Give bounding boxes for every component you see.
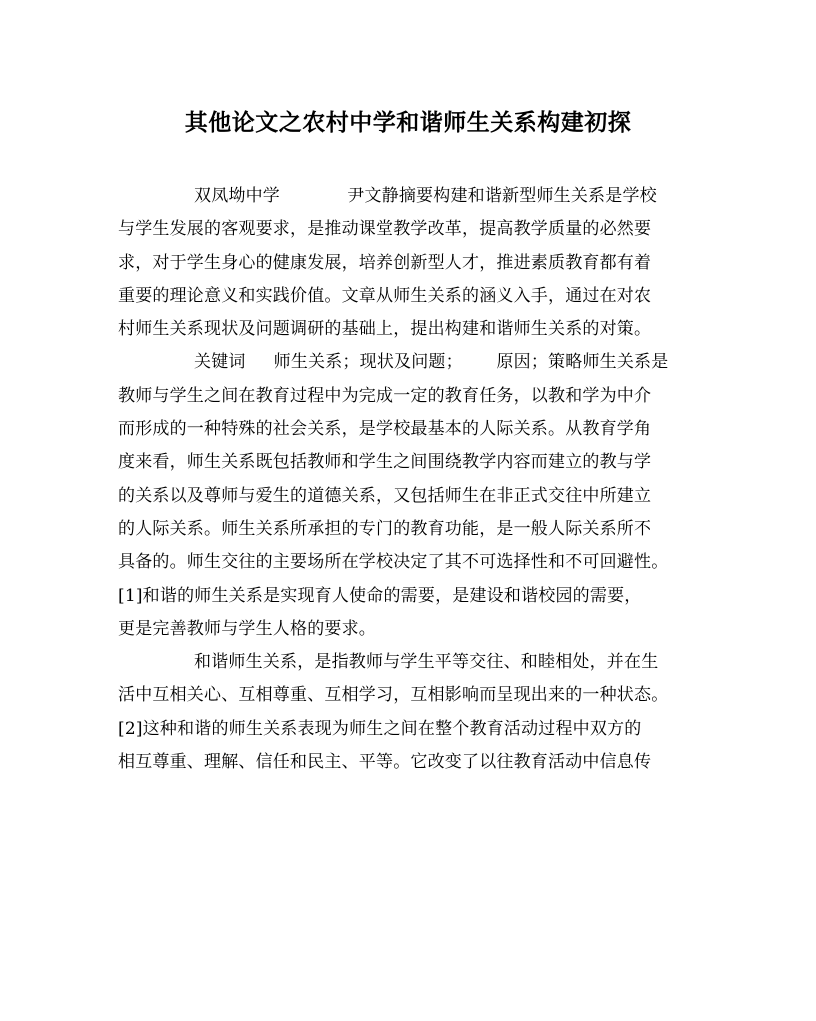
text-line: 重要的理论意义和实践价值。文章从师生关系的涵义入手，通过在对农 xyxy=(118,285,652,306)
text-line: 求，对于学生身心的健康发展，培养创新型人才，推进素质教育都有着 xyxy=(118,252,652,273)
text-line: [1]和谐的师生关系是实现育人使命的需要，是建设和谐校园的需要， xyxy=(118,585,642,606)
text-line: 的人际关系。师生关系所承担的专门的教育功能，是一般人际关系所不 xyxy=(118,518,652,539)
text-line: 活中互相关心、互相尊重、互相学习，互相影响而呈现出来的一种状态。 xyxy=(118,685,669,706)
text-line: 关键词 师生关系；现状及问题； 原因；策略师生关系是 xyxy=(194,352,669,373)
text-line: 相互尊重、理解、信任和民主、平等。它改变了以往教育活动中信息传 xyxy=(118,752,652,773)
text-line: 更是完善教师与学生人格的要求。 xyxy=(118,618,376,639)
document-title: 其他论文之农村中学和谐师生关系构建初探 xyxy=(184,109,632,136)
text-line: [2]这种和谐的师生关系表现为师生之间在整个教育活动过程中双方的 xyxy=(118,718,642,739)
document-body xyxy=(118,180,703,779)
text-line: 和谐师生关系，是指教师与学生平等交往、和睦相处，并在生 xyxy=(194,652,659,673)
text-line: 双凤坳中学 尹文静摘要构建和谐新型师生关系是学校 xyxy=(194,186,657,206)
text-line: 具备的。师生交往的主要场所在学校决定了其不可选择性和不可回避性。 xyxy=(118,552,669,573)
text-line: 的关系以及尊师与爱生的道德关系，又包括师生在非正式交往中所建立 xyxy=(118,485,652,506)
text-line: 度来看，师生关系既包括教师和学生之间围绕教学内容而建立的教与学 xyxy=(118,452,652,473)
text-line: 与学生发展的客观要求，是推动课堂教学改革，提高教学质量的必然要 xyxy=(118,219,652,240)
text-line: 村师生关系现状及问题调研的基础上，提出构建和谐师生关系的对策。 xyxy=(118,319,652,340)
text-line: 而形成的一种特殊的社会关系，是学校最基本的人际关系。从教育学角 xyxy=(118,419,652,440)
text-line: 教师与学生之间在教育过程中为完成一定的教育任务，以教和学为中介 xyxy=(118,385,652,406)
